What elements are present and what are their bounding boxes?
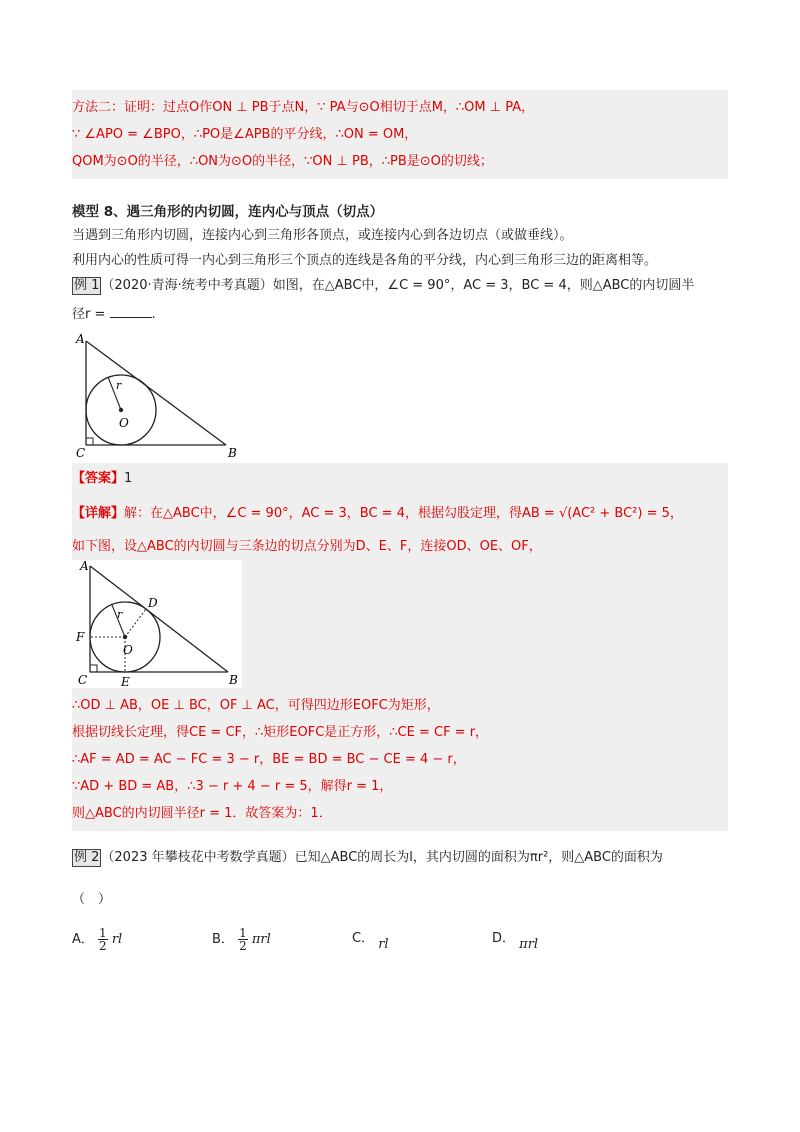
option-d-letter: D．: [492, 931, 516, 946]
detail-line-5: ∴AF = AD = AC − FC = 3 − r，BE = BD = BC − CE = 4 − r，: [72, 752, 466, 767]
detail-line-4: 根据切线长定理，得CE = CF，∴矩形EOFC是正方形，∴CE = CF = r，: [72, 725, 489, 740]
option-b[interactable]: [212, 927, 271, 952]
example1-label: 例 1: [74, 278, 100, 293]
option-b-expr: πrl: [251, 932, 271, 947]
fig2-right-angle-mark: [90, 665, 97, 672]
triangle-incircle-figure-2: [72, 560, 242, 688]
example2-line-1: [72, 845, 728, 871]
detail-line-2: 如下图，设△ABC的内切圆与三条边的切点分别为D、E、F，连接OD、OE、OF，: [72, 539, 542, 554]
fig2-label-a: A: [80, 560, 89, 573]
option-a-fraction: [98, 927, 108, 952]
triangle-incircle-figure-1: [72, 333, 252, 461]
example1-question-cont: 径r =: [72, 307, 106, 322]
fig2-side-ab: [90, 566, 228, 672]
fig2-label-c: C: [78, 673, 88, 687]
detail-tag: 【详解】: [72, 506, 125, 521]
option-d[interactable]: [492, 927, 539, 952]
answer-line: [72, 465, 728, 492]
option-c-letter: C．: [352, 931, 375, 946]
example1-line-1: [72, 273, 728, 298]
option-c-expr: rl: [378, 937, 389, 952]
example2-options: [72, 923, 728, 959]
method2-proof-block: [72, 90, 728, 179]
option-b-fraction: [238, 927, 248, 952]
example2-question: （2023 年攀枝花中考数学真题）已知△ABC的周长为l，其内切圆的面积为πr²，则△ABC的面积为: [101, 850, 663, 865]
answer-block: [72, 463, 728, 831]
model-paragraph-2: 利用内心的性质可得一内心到三角形三个顶点的连线是各角的平分线，内心到三角形三边的距离相等。: [72, 253, 658, 268]
detail-line-1: [72, 500, 728, 527]
fig2-label-b: B: [229, 673, 238, 687]
document-page: [72, 90, 728, 959]
fig2-label-d: D: [148, 596, 158, 610]
example1-question: （2020·青海·统考中考真题）如图，在△ABC中，∠C = 90°，AC = 3，BC = 4，则△ABC的内切圆半: [101, 278, 695, 293]
fig1-center-dot: [119, 408, 123, 412]
fig2-label-f: F: [76, 630, 85, 644]
fig2-label-e: E: [121, 675, 130, 688]
fig2-center-dot: [123, 635, 127, 639]
fig1-label-a: A: [76, 333, 85, 346]
detail-text-1: 解：在△ABC中，∠C = 90°，AC = 3，BC = 4，根据勾股定理，得AB = √(AC² + BC²) = 5，: [124, 506, 683, 521]
fig1-label-r: r: [116, 379, 122, 392]
fig1-label-b: B: [228, 446, 237, 460]
fig1-right-angle-mark: [86, 438, 93, 445]
example2-paren: （ ）: [72, 892, 112, 907]
fig1-label-c: C: [76, 446, 86, 460]
option-a-expr: rl: [111, 932, 123, 947]
option-a-frac-num: 1: [99, 926, 107, 940]
example1-period: .: [151, 307, 156, 322]
option-c[interactable]: [352, 927, 389, 952]
option-b-frac-num: 1: [239, 926, 247, 940]
answer-value: 1: [124, 471, 133, 486]
answer-blank: [110, 305, 152, 318]
answer-tag: 【答案】: [72, 471, 125, 486]
option-a-letter: A．: [72, 932, 94, 947]
example2-block: [72, 845, 728, 959]
option-a-frac-den: 2: [99, 939, 107, 953]
model-heading: 模型 8、遇三角形的内切圆，连内心与顶点（切点）: [72, 204, 384, 220]
fig2-label-r: r: [117, 608, 123, 621]
example1-line-2: [72, 302, 728, 327]
method2-line-2: ∵ ∠APO = ∠BPO，∴PO是∠APB的平分线，∴ON = OM，: [72, 127, 418, 142]
fig2-label-o: O: [123, 643, 133, 657]
example2-label: 例 2: [74, 850, 100, 865]
fig2-segment-od: [125, 609, 146, 637]
method2-line-3: QOM为⊙O的半径，∴ON为⊙O的半径，∵ON ⊥ PB，∴PB是⊙O的切线；: [72, 154, 493, 169]
detail-line-6: ∵AD + BD = AB，∴3 − r + 4 − r = 5，解得r = 1，: [72, 779, 393, 794]
fig1-side-ab: [86, 341, 226, 445]
detail-line-3: ∴OD ⊥ AB，OE ⊥ BC，OF ⊥ AC，可得四边形EOFC为矩形，: [72, 698, 440, 713]
option-d-expr: πrl: [519, 937, 539, 952]
figure-1: [72, 333, 728, 461]
method2-line-1: 方法二：证明：过点O作ON ⊥ PB于点N，∵ PA与⊙O相切于点M，∴OM ⊥ PA，: [72, 100, 535, 115]
option-a[interactable]: [72, 927, 122, 952]
detail-line-7: 则△ABC的内切圆半径r = 1．故答案为：1．: [72, 806, 332, 821]
model-paragraph-1: 当遇到三角形内切圆，连接内心到三角形各顶点，或连接内心到各边切点（或做垂线）。: [72, 228, 573, 243]
option-b-letter: B．: [212, 932, 234, 947]
option-b-frac-den: 2: [239, 939, 247, 953]
fig1-label-o: O: [119, 416, 129, 430]
figure-2: [72, 560, 242, 688]
